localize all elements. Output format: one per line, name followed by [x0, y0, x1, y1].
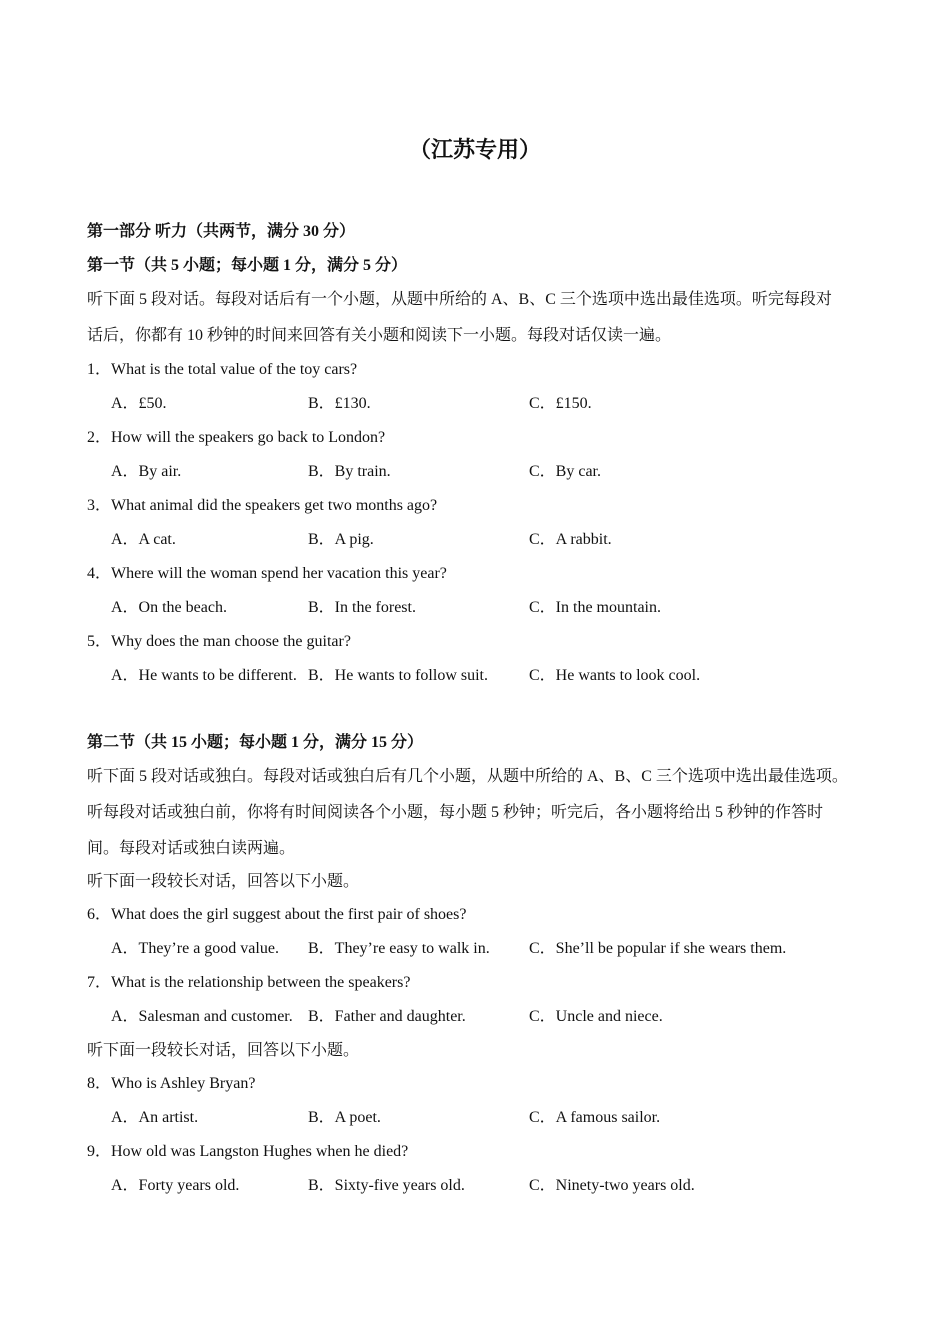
question: 5．Why does the man choose the guitar? — [87, 633, 351, 650]
option-b: B．By train. — [308, 463, 391, 480]
question: 8．Who is Ashley Bryan? — [87, 1075, 256, 1092]
option-c: C．By car. — [529, 463, 601, 480]
section-heading: 第一节（共 5 小题；每小题 1 分，满分 5 分） — [87, 257, 408, 274]
question: 9．How old was Langston Hughes when he died? — [87, 1143, 409, 1160]
option-c: C．£150. — [529, 395, 592, 412]
option-c: C．In the mountain. — [529, 599, 661, 616]
option-b: B．Father and daughter. — [308, 1008, 466, 1025]
option-a: A．They’re a good value. — [111, 940, 279, 957]
option-b: B．A pig. — [308, 531, 374, 548]
question: 1．What is the total value of the toy cars? — [87, 361, 358, 378]
group-prompt: 听下面一段较长对话，回答以下小题。 — [87, 1042, 360, 1059]
instructions-line: 听每段对话或独白前，你将有时间阅读各个小题，每小题 5 秒钟；听完后，各小题将给出 5 秒钟的作答时 — [87, 804, 824, 821]
option-a: A．£50. — [111, 395, 167, 412]
option-a: A．He wants to be different. — [111, 667, 297, 684]
page-title: （江苏专用） — [408, 138, 541, 163]
question: 6．What does the girl suggest about the first pair of shoes? — [87, 906, 467, 923]
option-a: A．An artist. — [111, 1109, 199, 1126]
option-c: C．A rabbit. — [529, 531, 612, 548]
question: 3．What animal did the speakers get two months ago? — [87, 497, 438, 514]
instructions-line: 间。每段对话或独白读两遍。 — [87, 840, 296, 857]
section-heading: 第二节（共 15 小题；每小题 1 分，满分 15 分） — [87, 734, 424, 751]
question: 7．What is the relationship between the speakers? — [87, 974, 411, 991]
option-c: C．He wants to look cool. — [529, 667, 701, 684]
option-a: A．Forty years old. — [111, 1177, 240, 1194]
option-a: A．By air. — [111, 463, 182, 480]
part-heading: 第一部分 听力（共两节，满分 30 分） — [87, 223, 356, 240]
option-c: C．She’ll be popular if she wears them. — [529, 940, 787, 957]
option-a: A．On the beach. — [111, 599, 227, 616]
option-b: B．A poet. — [308, 1109, 381, 1126]
instructions-line: 听下面 5 段对话或独白。每段对话或独白后有几个小题，从题中所给的 A、B、C 三个选项中选出最佳选项。 — [87, 768, 848, 785]
option-b: B．Sixty-five years old. — [308, 1177, 465, 1194]
option-a: A．A cat. — [111, 531, 176, 548]
option-b: B．He wants to follow suit. — [308, 667, 488, 684]
instructions-line: 听下面 5 段对话。每段对话后有一个小题，从题中所给的 A、B、C 三个选项中选出最佳选项。听完每段对 — [87, 291, 832, 308]
option-b: B．£130. — [308, 395, 371, 412]
option-b: B．They’re easy to walk in. — [308, 940, 490, 957]
option-c: C．Uncle and niece. — [529, 1008, 663, 1025]
question: 2．How will the speakers go back to London? — [87, 429, 386, 446]
option-c: C．A famous sailor. — [529, 1109, 661, 1126]
question: 4．Where will the woman spend her vacation this year? — [87, 565, 447, 582]
option-a: A．Salesman and customer. — [111, 1008, 293, 1025]
instructions-line: 话后，你都有 10 秒钟的时间来回答有关小题和阅读下一小题。每段对话仅读一遍。 — [87, 327, 672, 344]
option-b: B．In the forest. — [308, 599, 416, 616]
option-c: C．Ninety-two years old. — [529, 1177, 695, 1194]
group-prompt: 听下面一段较长对话，回答以下小题。 — [87, 873, 360, 890]
